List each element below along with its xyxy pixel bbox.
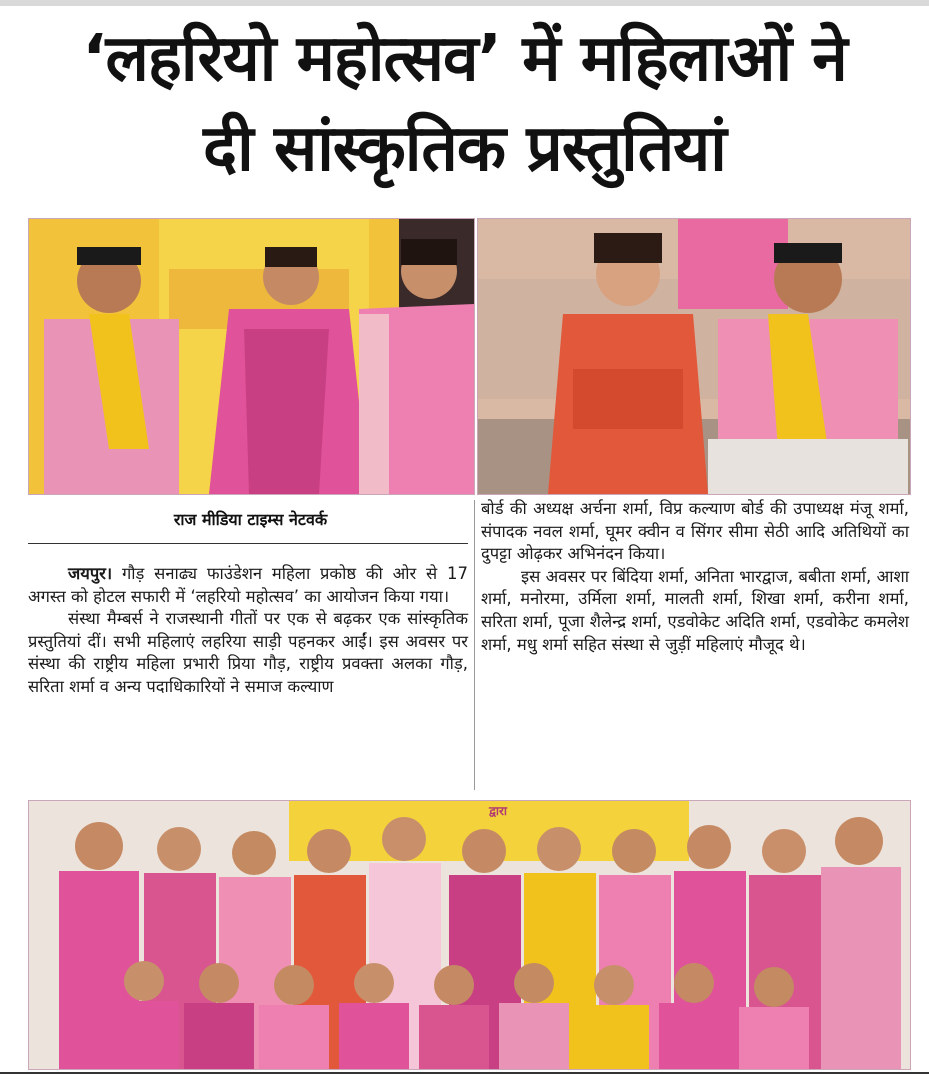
- headline-line-1: ‘लहरियो महोत्सव’ में महिलाओं ने: [82, 22, 847, 96]
- bottom-rule: [0, 1072, 929, 1074]
- dateline: जयपुर।: [68, 564, 113, 583]
- byline-rule: [28, 543, 468, 544]
- article-column-right: [481, 498, 909, 656]
- photo-seated-guests-image: [478, 219, 910, 494]
- photo-felicitation: [28, 218, 475, 495]
- article-paragraph-1: [28, 563, 468, 608]
- article-column-left: [28, 563, 468, 699]
- photo-seated-guests: [477, 218, 911, 495]
- column-divider: [474, 500, 475, 790]
- banner-text: द्वारा: [489, 804, 508, 818]
- article-paragraph-2: संस्था मैम्बर्स ने राजस्थानी गीतों पर एक से बढ़कर एक सांस्कृतिक प्रस्तुतियां दीं। सभी महिलाएं लहरिया साड़ी पहनकर आईं। इस अवसर पर संस्था की राष्ट्रीय महिला प्रभारी प्रिया गौड़, राष्ट्रीय प्रवक्ता अलका गौड़, सरिता शर्मा व अन्य पदाधिकारियों ने समाज कल्याण: [28, 609, 468, 696]
- byline: राज मीडिया टाइम्स नेटवर्क: [173, 510, 328, 529]
- article-paragraph-3: बोर्ड की अध्यक्ष अर्चना शर्मा, विप्र कल्याण बोर्ड की उपाध्यक्ष मंजू शर्मा, संपादक नवल शर्मा, घूमर क्वीन व सिंगर सीमा सेठी आदि अतिथियों का दुपट्टा ओढ़कर अभिनंदन किया।: [481, 499, 909, 564]
- top-rule: [0, 0, 929, 6]
- headline: [10, 14, 919, 194]
- photo-group: [28, 800, 911, 1070]
- headline-line-2: दी सांस्कृतिक प्रस्तुतियां: [203, 112, 726, 186]
- photo-group-image: [29, 801, 910, 1069]
- photo-felicitation-image: [29, 219, 474, 494]
- article-paragraph-4: इस अवसर पर बिंदिया शर्मा, अनिता भारद्वाज, बबीता शर्मा, आशा शर्मा, मनोरमा, उर्मिला शर्मा, मालती शर्मा, शिखा शर्मा, करीना शर्मा, सरिता शर्मा, पूजा शैलेन्द्र शर्मा, एडवोकेट अदिति शर्मा, एडवोकेट कमलेश शर्मा, मधु शर्मा सहित संस्था से जुड़ीं महिलाएं मौजूद थे।: [481, 566, 909, 654]
- paragraph-1-text: गौड़ सनाढ्य फाउंडेशन महिला प्रकोष्ठ की ओर से 17 अगस्त को होटल सफारी में ‘लहरियो महोत्सव’ का आयोजन किया गया।: [28, 564, 468, 606]
